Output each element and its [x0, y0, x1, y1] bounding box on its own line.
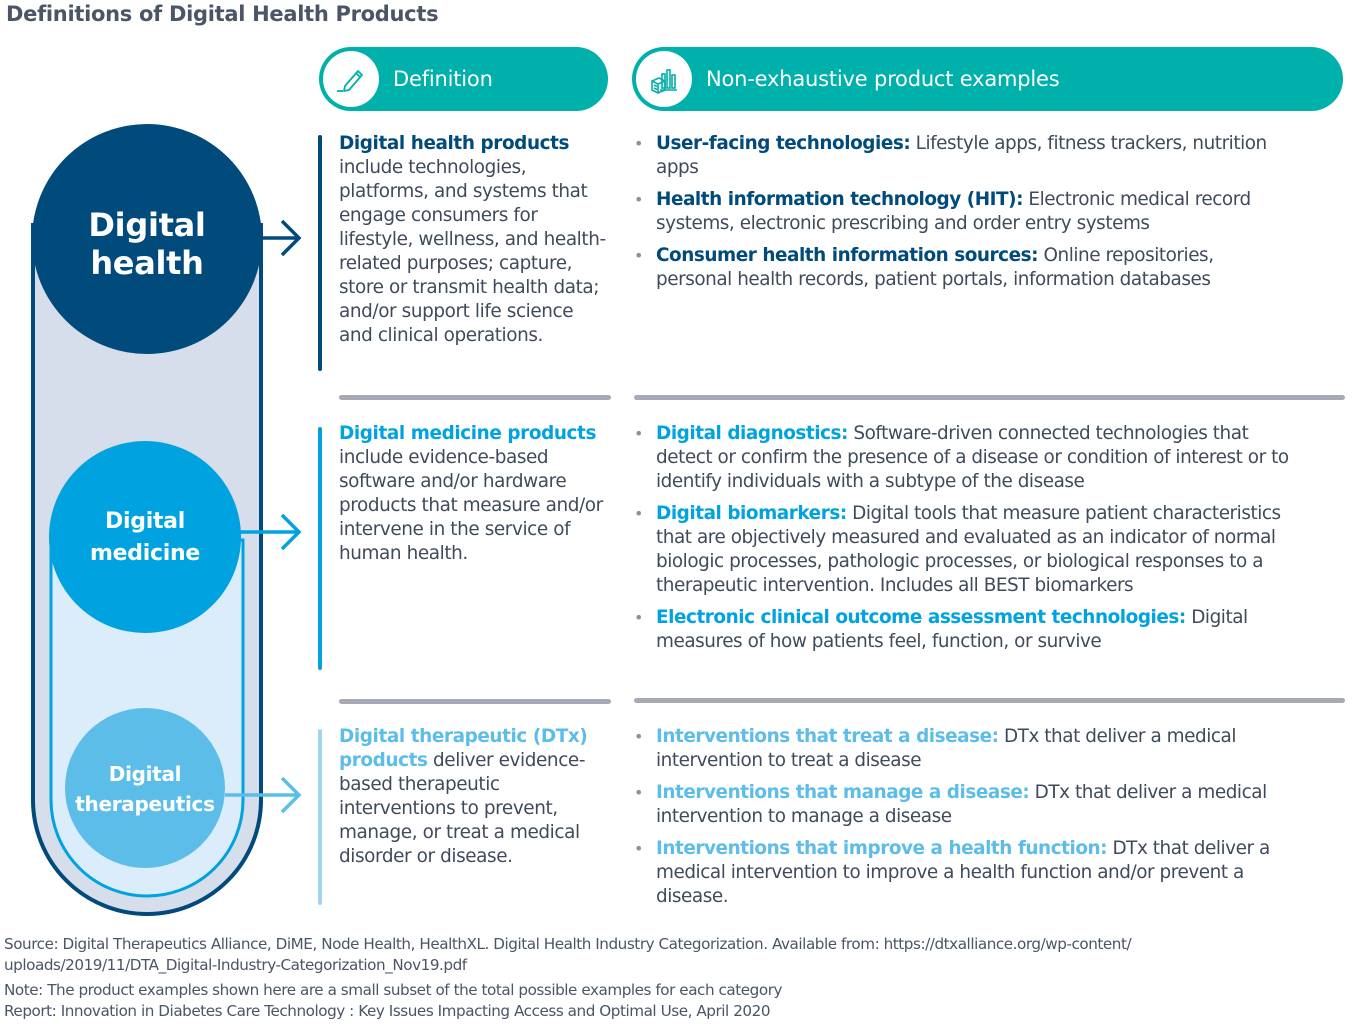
digital-therapeutics-label: Digital therapeutics	[75, 762, 215, 816]
example-item: • Digital diagnostics: Software-driven connected technologies that detect or confirm the presence of a disease or condition of interest or to identify individuals with a subtype of the disease	[634, 423, 1289, 492]
source-note: Source: Digital Therapeutics Alliance, DiME, Node Health, HealthXL. Digital Health Industry Categorization. Available from: https://dtxalliance.org/wp-content/ uploads/2019/11/DTA_Digital-Industry-Categorization_Nov19.pdf	[4, 935, 1132, 974]
examples-header	[632, 47, 1343, 111]
definition-header	[319, 47, 608, 111]
separator	[634, 395, 1345, 400]
digital-therapeutics-bar	[318, 729, 322, 905]
digital-health-label: Digital health	[88, 206, 206, 283]
digital-medicine-examples	[634, 422, 1294, 662]
separator	[339, 395, 611, 400]
digital-medicine-label: Digital medicine	[90, 509, 200, 566]
digital-health-examples	[634, 132, 1294, 300]
page-title: Definitions of Digital Health Products	[6, 2, 439, 26]
definition-icon-circle	[323, 51, 379, 107]
examples-icon-circle	[636, 51, 692, 107]
chart-box-icon	[647, 62, 681, 96]
example-item: • Consumer health information sources: Online repositories, personal health records, patient portals, information databases	[634, 245, 1214, 290]
digital-therapeutics-definition: Digital therapeutic (DTx) products deliver evidence-based therapeutic interventions to prevent, manage, or treat a medical disorder or disease.	[339, 726, 588, 867]
examples-header-label: Non-exhaustive product examples	[706, 67, 1060, 91]
separator	[339, 699, 611, 704]
pencil-icon	[334, 62, 368, 96]
digital-health-definition: Digital health products include technologies, platforms, and systems that engage consumers for lifestyle, wellness, and health-related purposes; capture, store or transmit health data; and/or support life science and clinical operations.	[339, 133, 606, 346]
example-item: • Digital biomarkers: Digital tools that measure patient characteristics that are objectively measured and evaluated as an indicator of normal biologic processes, pathologic processes, or biological responses to a therapeutic intervention. Includes all BEST biomarkers	[634, 503, 1281, 596]
digital-medicine-definition: Digital medicine products include evidence-based software and/or hardware products that measure and/or intervene in the service of human health.	[339, 423, 603, 564]
example-item: • Electronic clinical outcome assessment technologies: Digital measures of how patients feel, function, or survive	[634, 607, 1248, 652]
digital-medicine-bar	[318, 427, 322, 670]
example-item: • Interventions that manage a disease: DTx that deliver a medical intervention to manage a disease	[634, 782, 1267, 827]
example-item: • Interventions that improve a health function: DTx that deliver a medical intervention to improve a health function and/or prevent a disease.	[634, 838, 1270, 907]
digital-health-arrow	[258, 221, 299, 255]
example-item: • User-facing technologies: Lifestyle apps, fitness trackers, nutrition apps	[634, 133, 1267, 178]
note: Note: The product examples shown here are a small subset of the total possible examples for each category	[4, 981, 783, 999]
report-citation: Report: Innovation in Diabetes Care Technology : Key Issues Impacting Access and Optimal Use, April 2020	[4, 1002, 771, 1020]
digital-therapeutics-examples	[634, 725, 1294, 917]
example-item: • Interventions that treat a disease: DTx that deliver a medical intervention to treat a disease	[634, 726, 1237, 771]
definition-header-label: Definition	[393, 67, 493, 91]
example-item: • Health information technology (HIT): Electronic medical record systems, electronic prescribing and order entry systems	[634, 189, 1251, 234]
digital-health-bar	[318, 135, 322, 371]
separator	[634, 698, 1345, 703]
